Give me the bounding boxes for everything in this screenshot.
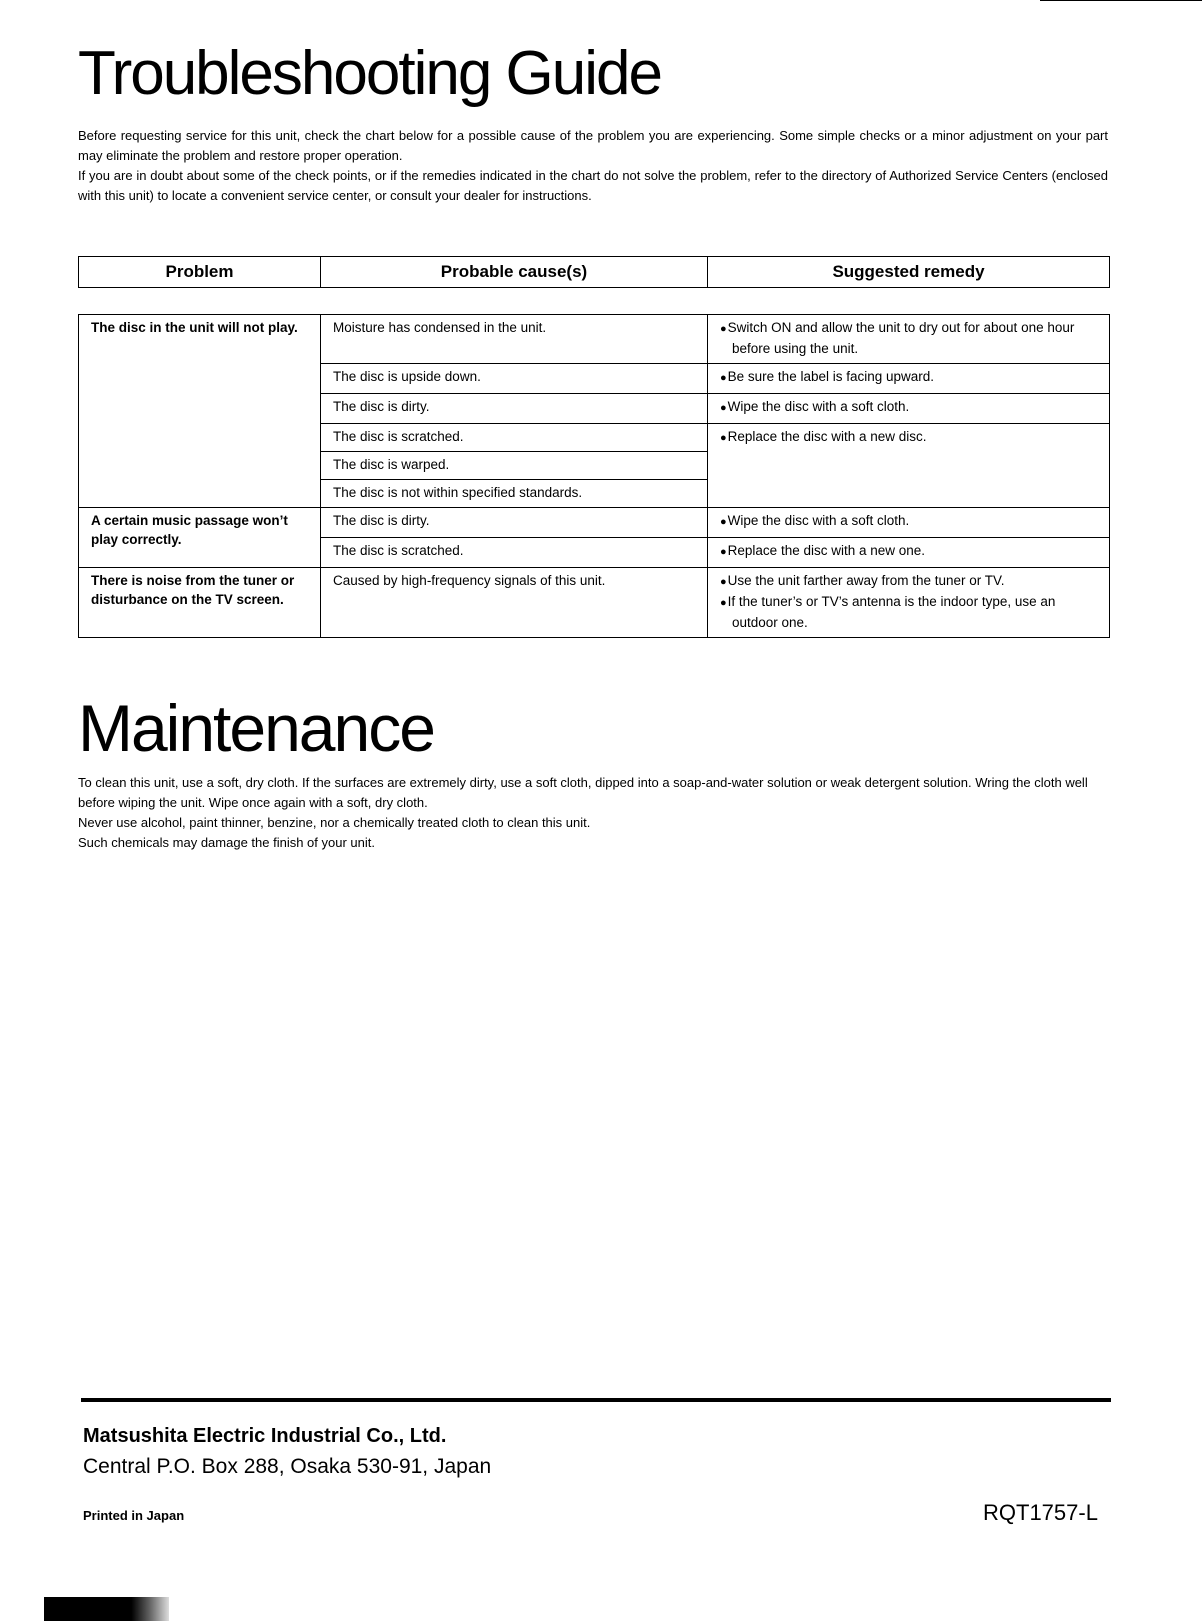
cause-cell: The disc is upside down. [321, 364, 708, 394]
problem-cell: The disc in the unit will not play. [79, 315, 321, 508]
intro-paragraph-2: If you are in doubt about some of the check points, or if the remedies indicated in the chart do not solve the problem, refer to the directory of Authorized Service Centers (enclosed with this unit) to locate a convenient service center, or consult your dealer for instructions. [78, 168, 1108, 203]
intro-paragraph-1: Before requesting service for this unit, check the chart below for a possible cause of the problem you are experiencing. Some simple checks or a minor adjustment on your part may eliminate the problem and restore proper operation. [78, 128, 1108, 163]
remedy-cell: ●Use the unit farther away from the tuner or TV. ●If the tuner’s or TV’s antenna is the indoor type, use an outdoor one. [708, 568, 1110, 638]
troubleshooting-title: Troubleshooting Guide [78, 39, 661, 108]
cause-cell: The disc is dirty. [321, 508, 708, 538]
header-cause: Probable cause(s) [321, 257, 708, 287]
header-problem: Problem [79, 257, 321, 287]
scan-edge-line [1040, 0, 1202, 1]
maintenance-paragraph-3: Such chemicals may damage the finish of your unit. [78, 835, 375, 850]
bullet-icon: ● [720, 597, 727, 609]
problem-cell: A certain music passage won’t play correctly. [79, 508, 321, 568]
company-address: Central P.O. Box 288, Osaka 530-91, Japan [83, 1455, 492, 1478]
remedy-cell: ●Replace the disc with a new disc. [708, 424, 1110, 508]
remedy-cell: ●Be sure the label is facing upward. [708, 364, 1110, 394]
company-name: Matsushita Electric Industrial Co., Ltd. [83, 1425, 447, 1447]
cause-cell: The disc is scratched. [321, 424, 708, 452]
bullet-icon: ● [720, 576, 727, 588]
problem-cell: There is noise from the tuner or disturbance on the TV screen. [79, 568, 321, 638]
maintenance-paragraph-1: To clean this unit, use a soft, dry cloth. If the surfaces are extremely dirty, use a soft cloth, dipped into a soap-and-water solution or weak detergent solution. Wring the cloth well before wiping the unit. Wipe once again with a soft, dry cloth. [78, 775, 1088, 810]
bullet-icon: ● [720, 323, 727, 335]
cause-cell: The disc is dirty. [321, 394, 708, 424]
troubleshooting-intro [78, 126, 1108, 206]
bullet-icon: ● [720, 402, 727, 414]
troubleshooting-table [78, 314, 1110, 638]
footer-divider [81, 1398, 1111, 1402]
maintenance-text [78, 773, 1118, 853]
remedy-cell: ●Switch ON and allow the unit to dry out for about one hour before using the unit. [708, 315, 1110, 364]
cause-cell: The disc is scratched. [321, 538, 708, 568]
remedy-cell: ●Wipe the disc with a soft cloth. [708, 508, 1110, 538]
bullet-icon: ● [720, 546, 727, 558]
scan-artifact [44, 1597, 169, 1621]
bullet-icon: ● [720, 432, 727, 444]
header-remedy: Suggested remedy [832, 262, 985, 281]
printed-in-label: Printed in Japan [83, 1508, 185, 1523]
remedy-cell: ●Wipe the disc with a soft cloth. [708, 394, 1110, 424]
bullet-icon: ● [720, 516, 727, 528]
table-row [79, 315, 1110, 364]
maintenance-title: Maintenance [78, 691, 434, 765]
table-row [79, 508, 1110, 538]
table-header [78, 256, 1110, 288]
cause-cell: The disc is not within specified standards. [321, 480, 708, 508]
bullet-icon: ● [720, 372, 727, 384]
remedy-cell: ●Replace the disc with a new one. [708, 538, 1110, 568]
cause-cell: Caused by high-frequency signals of this unit. [321, 568, 708, 638]
cause-cell: The disc is warped. [321, 452, 708, 480]
document-code: RQT1757-L [983, 1500, 1098, 1525]
cause-cell: Moisture has condensed in the unit. [321, 315, 708, 364]
table-row [79, 568, 1110, 638]
maintenance-paragraph-2: Never use alcohol, paint thinner, benzine, nor a chemically treated cloth to clean this unit. [78, 815, 591, 830]
